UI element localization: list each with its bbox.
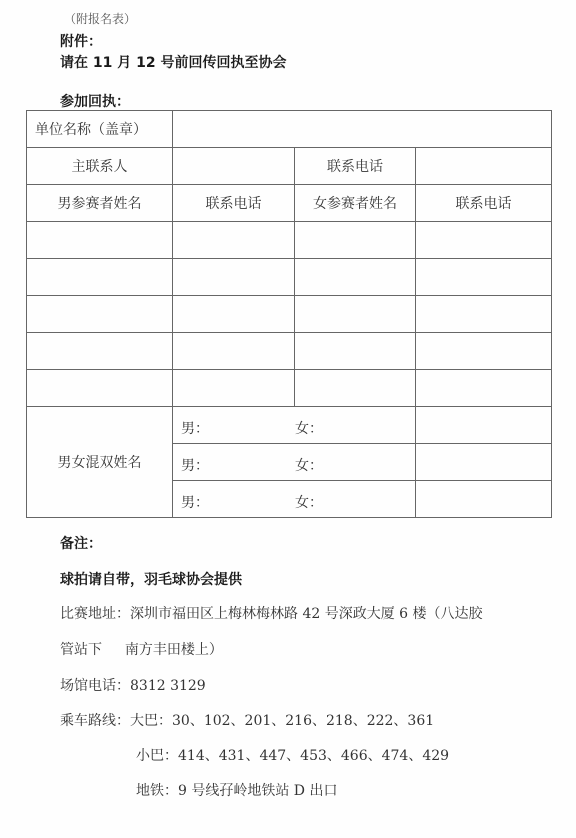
table-row [27, 333, 552, 370]
female-phone-cell[interactable] [416, 259, 552, 296]
attachment-label: 附件： [60, 34, 102, 50]
male-phone-cell[interactable] [173, 222, 295, 259]
table-row [27, 222, 552, 259]
remarks-label: 备注： [60, 536, 102, 552]
mixed-pair-cell[interactable] [173, 481, 416, 518]
column-header: 女参赛者姓名 [295, 185, 416, 222]
male-name-cell[interactable] [27, 222, 173, 259]
male-name-cell[interactable] [27, 370, 173, 407]
contact-phone-label: 联系电话 [295, 148, 416, 185]
female-name-cell[interactable] [295, 222, 416, 259]
male-phone-cell[interactable] [173, 259, 295, 296]
male-name-cell[interactable] [27, 333, 173, 370]
female-phone-cell[interactable] [416, 370, 552, 407]
mixed-doubles-label: 男女混双姓名 [27, 407, 173, 518]
table-row [27, 370, 552, 407]
female-label: 女： [295, 421, 323, 437]
venue-address-continued: 管站下 南方丰田楼上） [60, 642, 223, 658]
female-label: 女： [295, 495, 323, 511]
mixed-pair-cell[interactable] [173, 444, 416, 481]
main-contact-field[interactable] [173, 148, 295, 185]
main-contact-row [27, 148, 552, 185]
contact-phone-field[interactable] [416, 148, 552, 185]
column-header: 男参赛者姓名 [27, 185, 173, 222]
racket-note: 球拍请自带，羽毛球协会提供 [60, 572, 242, 588]
mixed-pair-cell[interactable] [173, 407, 416, 444]
female-name-cell[interactable] [295, 296, 416, 333]
male-label: 男： [181, 495, 209, 511]
reply-form-label: 参加回执： [60, 94, 130, 110]
venue-phone: 场馆电话：8312 3129 [60, 678, 206, 694]
mixed-phone-cell[interactable] [416, 444, 552, 481]
mixed-phone-cell[interactable] [416, 407, 552, 444]
column-header: 联系电话 [416, 185, 552, 222]
unit-name-field[interactable] [173, 111, 552, 148]
attachment-note: （附报名表） [64, 12, 137, 26]
female-phone-cell[interactable] [416, 333, 552, 370]
female-name-cell[interactable] [295, 333, 416, 370]
column-header: 联系电话 [173, 185, 295, 222]
female-name-cell[interactable] [295, 259, 416, 296]
male-phone-cell[interactable] [173, 370, 295, 407]
male-name-cell[interactable] [27, 296, 173, 333]
unit-name-row [27, 111, 552, 148]
attachment-instruction: 请在 11 月 12 号前回传回执至协会 [60, 55, 287, 71]
male-phone-cell[interactable] [173, 296, 295, 333]
unit-name-label: 单位名称（盖章） [27, 111, 173, 148]
bus-routes: 乘车路线：大巴：30、102、201、216、218、222、361 [60, 713, 435, 729]
male-name-cell[interactable] [27, 259, 173, 296]
mixed-doubles-row [27, 407, 552, 444]
minibus-routes: 小巴：414、431、447、453、466、474、429 [136, 748, 450, 764]
main-contact-label: 主联系人 [27, 148, 173, 185]
table-row [27, 296, 552, 333]
female-phone-cell[interactable] [416, 222, 552, 259]
mixed-phone-cell[interactable] [416, 481, 552, 518]
male-phone-cell[interactable] [173, 333, 295, 370]
table-row [27, 259, 552, 296]
column-header-row [27, 185, 552, 222]
female-name-cell[interactable] [295, 370, 416, 407]
male-label: 男： [181, 458, 209, 474]
metro-route: 地铁：9 号线孖岭地铁站 D 出口 [136, 783, 338, 799]
venue-address: 比赛地址：深圳市福田区上梅林梅林路 42 号深政大厦 6 楼（八达胶 [60, 606, 483, 622]
female-phone-cell[interactable] [416, 296, 552, 333]
registration-form-table [26, 110, 552, 518]
female-label: 女： [295, 458, 323, 474]
male-label: 男： [181, 421, 209, 437]
